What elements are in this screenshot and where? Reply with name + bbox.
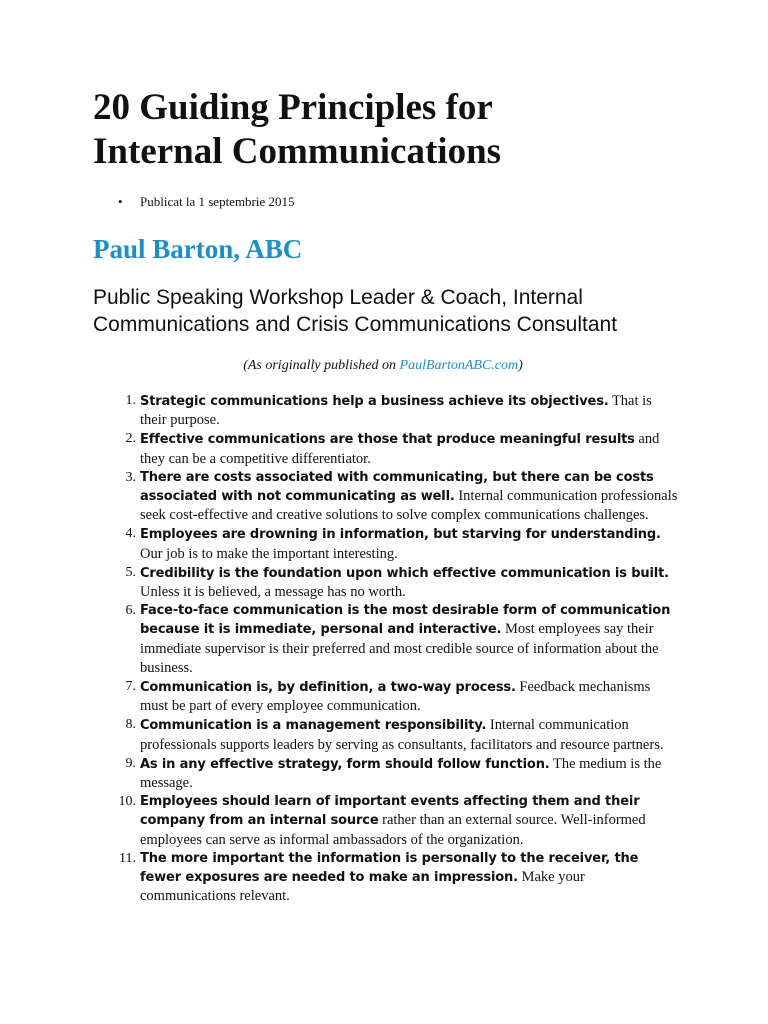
page-title [93,86,713,174]
item-number: 3. [125,469,136,485]
item-text: That is their purpose. [140,393,652,429]
item-heading: Employees should learn of important events affecting them and their company from an internal source [140,794,640,829]
item-heading: Face-to-face communication is the most desirable form of communication because it is immediate, personal and interactive. [140,603,671,638]
item-text: Make your communications relevant. [140,869,585,905]
list-item [110,755,680,793]
item-heading: Communication is, by definition, a two-way process. [140,680,516,696]
item-text: and they can be a competitive differentiator. [140,431,660,467]
item-text: Our job is to make the important interesting. [140,545,398,562]
item-number: 10. [118,794,136,810]
title-line-1: 20 Guiding Principles for [93,87,493,128]
item-text: The medium is the message. [140,755,662,792]
list-item [110,525,680,563]
source-suffix: ) [518,358,523,373]
author-name[interactable]: Paul Barton, ABC [93,234,303,264]
item-heading: Employees are drowning in information, but starving for understanding. [140,527,661,543]
item-number: 8. [125,717,136,733]
list-item [110,678,680,716]
item-heading: As in any effective strategy, form should follow function. [140,756,550,772]
item-number: 7. [125,679,136,695]
item-number: 2. [125,431,136,447]
list-item [110,850,680,907]
list-item [110,564,680,602]
item-text: rather than an external source. Well-informed employees can serve as informal ambassadors of the organization. [140,812,646,848]
item-heading: There are costs associated with communicating, but there can be costs associated with not communicating as well. [140,469,654,505]
item-heading: Communication is a management responsibility. [140,718,487,734]
item-heading: Credibility is the foundation upon which effective communication is built. [140,565,669,581]
principles-list [110,392,680,906]
item-text: Internal communication professionals seek cost-effective and creative solutions to solve complex communications challenges. [140,488,678,524]
item-text: Feedback mechanisms must be part of every employee communication. [140,679,651,715]
publish-meta-list [118,192,295,212]
item-number: 1. [125,393,136,408]
publish-date: Publicat la 1 septembrie 2015 [140,194,295,209]
item-text: Most employees say their immediate supervisor is their preferred and most credible source of information about the business. [140,621,659,676]
list-item [110,716,680,754]
source-prefix: (As originally published on [243,358,400,373]
item-text: Internal communication professionals supports leaders by serving as consultants, facilitators and resource partners. [140,717,664,753]
original-source-note [93,356,673,376]
item-number: 4. [125,526,136,542]
list-item [110,602,680,678]
item-heading: The more important the information is personally to the receiver, the fewer exposures are needed to make an impression. [140,850,639,886]
list-item [110,793,680,850]
source-link[interactable]: PaulBartonABC.com [399,358,519,373]
list-item [110,469,680,526]
item-number: 5. [125,564,136,580]
item-number: 6. [125,603,136,619]
item-text: Unless it is believed, a message has no worth. [140,584,406,601]
list-item [110,430,680,468]
item-number: 9. [125,755,136,771]
item-number: 11. [119,850,136,866]
title-line-2: Internal Communications [93,131,502,172]
publish-date-item [118,192,295,212]
list-item [110,392,680,430]
author-headline: Public Speaking Workshop Leader & Coach, Internal Communications and Crisis Communications Consultant [93,286,618,336]
item-heading: Strategic communications help a business achieve its objectives. [140,394,609,409]
item-heading: Effective communications are those that produce meaningful results [140,432,635,448]
bullet-icon: • [118,194,123,209]
